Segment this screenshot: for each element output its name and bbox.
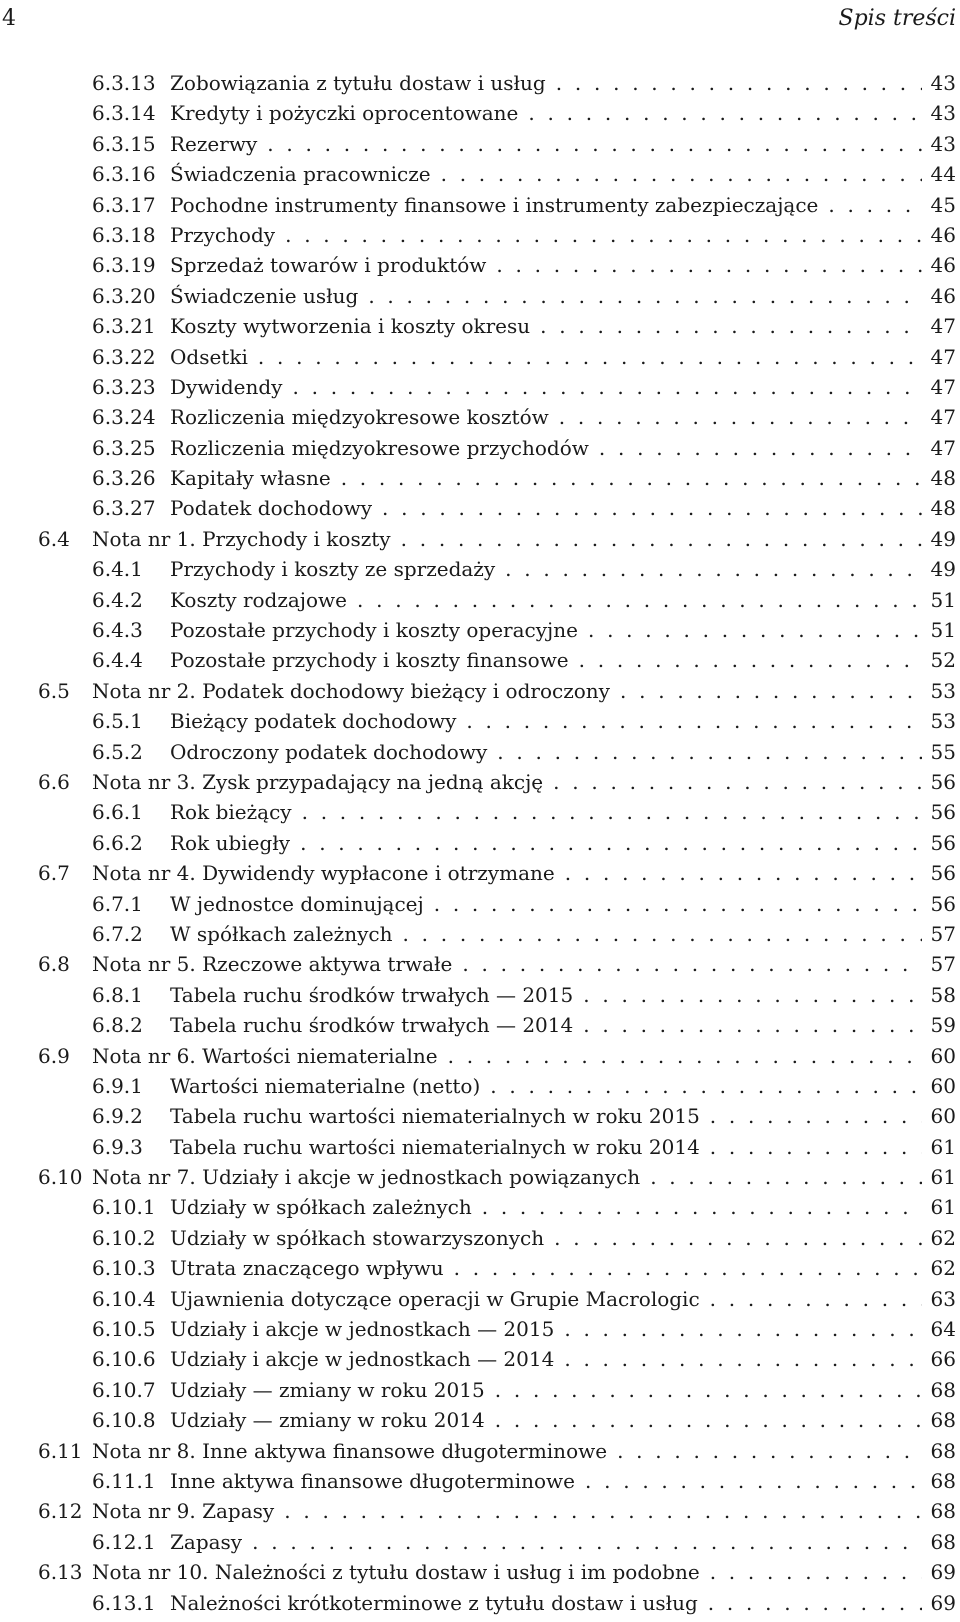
toc-entry-title-with-leader [92, 1041, 922, 1071]
toc-entry-title: Rozliczenia międzyokresowe przychodów [170, 435, 589, 460]
toc-entry[interactable] [0, 1496, 960, 1526]
toc-entry-number: 6.3.27 [92, 496, 156, 521]
toc-entry-page: 60 [930, 1043, 956, 1068]
toc-entry-title: Nota nr 10. Należności z tytułu dostaw i usług i im podobne [92, 1560, 700, 1585]
toc-entry-title-with-leader [170, 220, 922, 250]
toc-entry[interactable] [0, 554, 960, 584]
toc-entry-page: 68 [930, 1468, 956, 1493]
toc-entry-title: Kapitały własne [170, 466, 331, 491]
toc-entry-title: Nota nr 4. Dywidendy wypłacone i otrzymane [92, 861, 555, 886]
toc-entry[interactable] [0, 585, 960, 615]
toc-entry-number: 6.6 [38, 769, 70, 794]
toc-entry[interactable] [0, 68, 960, 98]
toc-entry-title-with-leader [170, 980, 922, 1010]
toc-entry-page: 52 [930, 648, 956, 673]
toc-entry-number: 6.9 [38, 1043, 70, 1068]
toc-entry-number: 6.3.16 [92, 162, 156, 187]
toc-entry-page: 44 [930, 162, 956, 187]
toc-entry-page: 66 [930, 1347, 956, 1372]
page-header [0, 0, 960, 44]
toc-entry-page: 68 [930, 1408, 956, 1433]
toc-entry-number: 6.11.1 [92, 1468, 156, 1493]
toc-entry-title-with-leader [170, 372, 922, 402]
toc-entry-title: Sprzedaż towarów i produktów [170, 253, 487, 278]
toc-entry-number: 6.5 [38, 678, 70, 703]
toc-entry[interactable] [0, 1223, 960, 1253]
toc-entry-number: 6.3.19 [92, 253, 156, 278]
toc-entry-title-with-leader [92, 1557, 922, 1587]
toc-entry-title: Tabela ruchu wartości niematerialnych w roku 2015 [170, 1104, 700, 1129]
toc-entry-title-with-leader [170, 1284, 922, 1314]
toc-entry-number: 6.6.1 [92, 800, 143, 825]
toc-entry-number: 6.11 [38, 1438, 83, 1463]
toc-entry-title: Rezerwy [170, 131, 258, 156]
toc-entry-title-with-leader [92, 1436, 922, 1466]
toc-entry-number: 6.6.2 [92, 830, 143, 855]
toc-entry-title: Koszty wytworzenia i koszty okresu [170, 314, 531, 339]
toc-entry-page: 45 [930, 192, 956, 217]
toc-entry-title: Przychody i koszty ze sprzedaży [170, 557, 496, 582]
toc-entry-page: 48 [930, 496, 956, 521]
toc-entry-number: 6.13 [38, 1560, 83, 1585]
toc-entry-page: 43 [930, 101, 956, 126]
toc-entry[interactable] [0, 1314, 960, 1344]
toc-entry-page: 69 [930, 1560, 956, 1585]
toc-entry[interactable] [0, 129, 960, 159]
toc-entry-title: Tabela ruchu środków trwałych — 2014 [170, 1013, 574, 1038]
toc-entry-page: 61 [930, 1195, 956, 1220]
toc-entry[interactable] [0, 342, 960, 372]
toc-entry-title: Tabela ruchu środków trwałych — 2015 [170, 982, 574, 1007]
toc-entry-title: Pozostałe przychody i koszty finansowe [170, 648, 569, 673]
toc-entry-title: Inne aktywa finansowe długoterminowe [170, 1468, 575, 1493]
toc-entry[interactable] [0, 1284, 960, 1314]
toc-entry-page: 47 [930, 344, 956, 369]
toc-entry-number: 6.3.14 [92, 101, 156, 126]
toc-entry[interactable] [0, 889, 960, 919]
toc-entry-title: Udziały i akcje w jednostkach — 2014 [170, 1347, 555, 1372]
toc-entry[interactable] [0, 372, 960, 402]
toc-entry-number: 6.7.2 [92, 921, 143, 946]
toc-entry-title-with-leader [170, 1071, 922, 1101]
toc-entry[interactable] [0, 797, 960, 827]
toc-entry[interactable] [0, 949, 960, 979]
toc-entry-number: 6.5.2 [92, 739, 143, 764]
toc-entry-title: Zobowiązania z tytułu dostaw i usług [170, 71, 546, 95]
toc-entry-page: 46 [930, 222, 956, 247]
toc-entry-title: Podatek dochodowy [170, 496, 372, 521]
toc-entry-page: 56 [930, 830, 956, 855]
toc-entry-number: 6.10.3 [92, 1256, 156, 1281]
toc-entry-page: 51 [930, 618, 956, 643]
toc-entry[interactable] [0, 1557, 960, 1587]
toc-entry[interactable] [0, 1375, 960, 1405]
toc-entry-number: 6.12 [38, 1499, 83, 1524]
toc-entry-page: 58 [930, 982, 956, 1007]
toc-entry-page: 47 [930, 314, 956, 339]
toc-entry-page: 57 [930, 921, 956, 946]
toc-entry[interactable] [0, 1162, 960, 1192]
toc-entry-title: Koszty rodzajowe [170, 587, 348, 612]
toc-entry-title-with-leader [170, 190, 922, 220]
toc-entry-title: Należności krótkoterminowe z tytułu dostaw i usług [170, 1590, 698, 1615]
toc-entry-title: Nota nr 9. Zapasy [92, 1499, 275, 1524]
toc-entry-page: 59 [930, 1013, 956, 1038]
toc-entry[interactable] [0, 1010, 960, 1040]
toc-entry-title-with-leader [170, 1344, 922, 1374]
toc-entry-title-with-leader [170, 68, 922, 98]
toc-entry-page: 68 [930, 1377, 956, 1402]
toc-entry-title: Dywidendy [170, 374, 283, 399]
toc-entry[interactable] [0, 220, 960, 250]
toc-entry-title-with-leader [92, 524, 922, 554]
toc-entry-number: 6.3.20 [92, 283, 156, 308]
toc-entry-title-with-leader [170, 706, 922, 736]
toc-entry[interactable] [0, 1192, 960, 1222]
running-title: Spis treści [838, 6, 956, 31]
toc-entry-title-with-leader [170, 493, 922, 523]
toc-entry[interactable] [0, 676, 960, 706]
toc-entry-title: Odsetki [170, 344, 248, 369]
toc-entry-number: 6.10.1 [92, 1195, 156, 1220]
toc-entry[interactable] [0, 706, 960, 736]
toc-entry-title-with-leader [92, 949, 922, 979]
toc-entry-title: Pozostałe przychody i koszty operacyjne [170, 618, 578, 643]
toc-entry-page: 57 [930, 952, 956, 977]
toc-entry-title-with-leader [170, 402, 922, 432]
toc-entry-title-with-leader [170, 129, 922, 159]
toc-entry-title-with-leader [170, 797, 922, 827]
toc-entry-page: 43 [930, 131, 956, 156]
toc-entry-title-with-leader [170, 645, 922, 675]
toc-entry-page: 69 [930, 1590, 956, 1615]
toc-entry-title-with-leader [170, 463, 922, 493]
toc-entry-title: W spółkach zależnych [170, 921, 393, 946]
toc-entry-page: 46 [930, 253, 956, 278]
toc-entry-title-with-leader [170, 1253, 922, 1283]
toc-entry-title: Nota nr 2. Podatek dochodowy bieżący i odroczony [92, 678, 610, 703]
toc-entry-page: 47 [930, 435, 956, 460]
toc-entry-title-with-leader [170, 585, 922, 615]
toc-entry-title: Tabela ruchu wartości niematerialnych w roku 2014 [170, 1134, 700, 1159]
toc-entry[interactable] [0, 645, 960, 675]
table-of-contents [0, 68, 960, 1618]
toc-entry-title-with-leader [170, 1405, 922, 1435]
toc-entry-number: 6.3.15 [92, 131, 156, 156]
toc-entry-title: Kredyty i pożyczki oprocentowane [170, 101, 519, 126]
toc-entry-page: 47 [930, 374, 956, 399]
toc-entry-number: 6.10.4 [92, 1286, 156, 1311]
toc-entry-number: 6.4.4 [92, 648, 143, 673]
toc-entry-title-with-leader [92, 1496, 922, 1526]
toc-entry-title-with-leader [170, 1223, 922, 1253]
toc-entry-page: 61 [930, 1134, 956, 1159]
toc-entry-page: 61 [930, 1165, 956, 1190]
toc-entry[interactable] [0, 311, 960, 341]
toc-entry[interactable] [0, 1344, 960, 1374]
toc-entry-number: 6.3.23 [92, 374, 156, 399]
toc-entry[interactable] [0, 1071, 960, 1101]
toc-entry-page: 56 [930, 800, 956, 825]
toc-entry-page: 53 [930, 678, 956, 703]
toc-entry-title: Nota nr 5. Rzeczowe aktywa trwałe [92, 952, 453, 977]
toc-entry-title: Udziały w spółkach zależnych [170, 1195, 472, 1220]
toc-entry-title: Przychody [170, 222, 276, 247]
toc-entry-number: 6.8.1 [92, 982, 143, 1007]
toc-entry-title: Bieżący podatek dochodowy [170, 709, 457, 734]
toc-entry-title-with-leader [170, 1010, 922, 1040]
page-number: 4 [2, 6, 16, 31]
toc-entry-title-with-leader [92, 1162, 922, 1192]
toc-entry-page: 62 [930, 1225, 956, 1250]
toc-entry[interactable] [0, 98, 960, 128]
toc-entry-title-with-leader [92, 676, 922, 706]
toc-entry[interactable] [0, 1253, 960, 1283]
toc-entry-number: 6.4.3 [92, 618, 143, 643]
toc-entry[interactable] [0, 737, 960, 767]
toc-entry-title-with-leader [170, 159, 922, 189]
toc-entry-title: Nota nr 6. Wartości niematerialne [92, 1043, 438, 1068]
toc-entry[interactable] [0, 919, 960, 949]
toc-entry-number: 6.3.21 [92, 314, 156, 339]
toc-entry-number: 6.4.1 [92, 557, 143, 582]
toc-entry-title: Udziały — zmiany w roku 2014 [170, 1408, 485, 1433]
toc-entry-title: Wartości niematerialne (netto) [170, 1073, 481, 1098]
toc-entry[interactable] [0, 980, 960, 1010]
toc-entry-title-with-leader [170, 342, 922, 372]
toc-entry-number: 6.8 [38, 952, 70, 977]
toc-entry-title: Nota nr 7. Udziały i akcje w jednostkach powiązanych [92, 1165, 641, 1190]
toc-entry-title: Odroczony podatek dochodowy [170, 739, 488, 764]
toc-entry-number: 6.7 [38, 861, 70, 886]
toc-entry[interactable] [0, 402, 960, 432]
toc-entry[interactable] [0, 1436, 960, 1466]
toc-entry-title-with-leader [92, 858, 922, 888]
toc-entry-number: 6.3.22 [92, 344, 156, 369]
toc-entry-title-with-leader [170, 433, 922, 463]
toc-entry-page: 47 [930, 405, 956, 430]
toc-entry-page: 56 [930, 769, 956, 794]
toc-entry-number: 6.4 [38, 526, 70, 551]
toc-entry-page: 51 [930, 587, 956, 612]
toc-entry[interactable] [0, 524, 960, 554]
toc-entry-title: Pochodne instrumenty finansowe i instrumenty zabezpieczające [170, 192, 819, 217]
toc-entry-title-with-leader [170, 1101, 922, 1131]
toc-entry-page: 53 [930, 709, 956, 734]
toc-entry-page: 55 [930, 739, 956, 764]
toc-entry-title-with-leader [170, 889, 922, 919]
toc-entry-number: 6.10.7 [92, 1377, 156, 1402]
toc-entry[interactable] [0, 281, 960, 311]
toc-entry-number: 6.5.1 [92, 709, 143, 734]
toc-entry-number: 6.3.17 [92, 192, 156, 217]
toc-entry[interactable] [0, 1527, 960, 1557]
toc-entry[interactable] [0, 1466, 960, 1496]
toc-entry-number: 6.9.3 [92, 1134, 143, 1159]
toc-entry-number: 6.10.8 [92, 1408, 156, 1433]
toc-entry-page: 63 [930, 1286, 956, 1311]
toc-entry-page: 49 [930, 526, 956, 551]
toc-entry-number: 6.9.1 [92, 1073, 143, 1098]
toc-entry-title-with-leader [170, 1314, 922, 1344]
toc-entry-number: 6.10.5 [92, 1317, 156, 1342]
toc-entry-title-with-leader [170, 98, 922, 128]
toc-entry-title-with-leader [170, 554, 922, 584]
toc-entry-title: Nota nr 8. Inne aktywa finansowe długoterminowe [92, 1438, 608, 1463]
toc-entry-title-with-leader [170, 250, 922, 280]
toc-entry[interactable] [0, 493, 960, 523]
toc-entry-title-with-leader [170, 1375, 922, 1405]
toc-entry-title-with-leader [170, 1527, 922, 1557]
toc-entry-page: 60 [930, 1073, 956, 1098]
toc-entry-page: 68 [930, 1529, 956, 1554]
toc-entry[interactable] [0, 615, 960, 645]
toc-entry-title-with-leader [170, 1192, 922, 1222]
toc-entry-number: 6.3.26 [92, 466, 156, 491]
toc-entry-title-with-leader [170, 1588, 922, 1618]
toc-entry-title: Ujawnienia dotyczące operacji w Grupie Macrologic [170, 1286, 700, 1311]
toc-entry-title: Rok bieżący [170, 800, 292, 825]
toc-entry[interactable] [0, 828, 960, 858]
toc-entry-number: 6.9.2 [92, 1104, 143, 1129]
toc-entry-title-with-leader [170, 919, 922, 949]
toc-entry-title-with-leader [170, 1132, 922, 1162]
toc-entry-page: 68 [930, 1499, 956, 1524]
toc-entry-page: 46 [930, 283, 956, 308]
toc-entry[interactable] [0, 1588, 960, 1618]
toc-entry-title-with-leader [170, 615, 922, 645]
toc-entry[interactable] [0, 1041, 960, 1071]
toc-entry-title: Udziały — zmiany w roku 2015 [170, 1377, 485, 1402]
toc-entry-title-with-leader [170, 1466, 922, 1496]
toc-entry-number: 6.10 [38, 1165, 83, 1190]
toc-entry-title: Zapasy [170, 1529, 243, 1554]
toc-entry-number: 6.4.2 [92, 587, 143, 612]
toc-entry[interactable] [0, 1132, 960, 1162]
toc-entry-number: 6.13.1 [92, 1590, 156, 1615]
toc-entry-title-with-leader [170, 281, 922, 311]
toc-entry-title-with-leader [92, 767, 922, 797]
toc-entry-title: Nota nr 1. Przychody i koszty [92, 526, 391, 551]
toc-entry-page: 60 [930, 1104, 956, 1129]
toc-entry-title: Nota nr 3. Zysk przypadający na jedną akcję [92, 769, 544, 794]
toc-entry-number: 6.3.25 [92, 435, 156, 460]
toc-entry[interactable] [0, 250, 960, 280]
toc-entry-page: 64 [930, 1317, 956, 1342]
toc-entry[interactable] [0, 767, 960, 797]
toc-entry-page: 43 [930, 71, 956, 95]
toc-entry-page: 62 [930, 1256, 956, 1281]
toc-entry-number: 6.8.2 [92, 1013, 143, 1038]
toc-entry-title: W jednostce dominującej [170, 891, 424, 916]
toc-entry[interactable] [0, 1101, 960, 1131]
toc-entry-number: 6.12.1 [92, 1529, 156, 1554]
toc-entry[interactable] [0, 159, 960, 189]
toc-entry-page: 48 [930, 466, 956, 491]
toc-entry-title-with-leader [170, 737, 922, 767]
toc-entry-page: 56 [930, 891, 956, 916]
toc-entry-number: 6.7.1 [92, 891, 143, 916]
toc-entry-page: 56 [930, 861, 956, 886]
toc-entry-title: Udziały i akcje w jednostkach — 2015 [170, 1317, 555, 1342]
toc-entry-title: Utrata znaczącego wpływu [170, 1256, 444, 1281]
toc-entry-title-with-leader [170, 828, 922, 858]
toc-entry-number: 6.3.18 [92, 222, 156, 247]
toc-entry[interactable] [0, 858, 960, 888]
toc-entry-title: Świadczenia pracownicze [170, 162, 431, 187]
toc-entry[interactable] [0, 463, 960, 493]
toc-entry-title-with-leader [170, 311, 922, 341]
toc-entry-number: 6.10.6 [92, 1347, 156, 1372]
toc-entry-page: 68 [930, 1438, 956, 1463]
toc-entry-title: Rok ubiegły [170, 830, 291, 855]
toc-entry-title: Udziały w spółkach stowarzyszonych [170, 1225, 545, 1250]
toc-entry-number: 6.3.13 [92, 71, 156, 95]
toc-entry[interactable] [0, 1405, 960, 1435]
toc-entry[interactable] [0, 190, 960, 220]
toc-entry-number: 6.10.2 [92, 1225, 156, 1250]
toc-entry-page: 49 [930, 557, 956, 582]
toc-entry-number: 6.3.24 [92, 405, 156, 430]
toc-entry-title: Rozliczenia międzyokresowe kosztów [170, 405, 549, 430]
toc-entry[interactable] [0, 433, 960, 463]
toc-entry-title: Świadczenie usług [170, 283, 359, 308]
